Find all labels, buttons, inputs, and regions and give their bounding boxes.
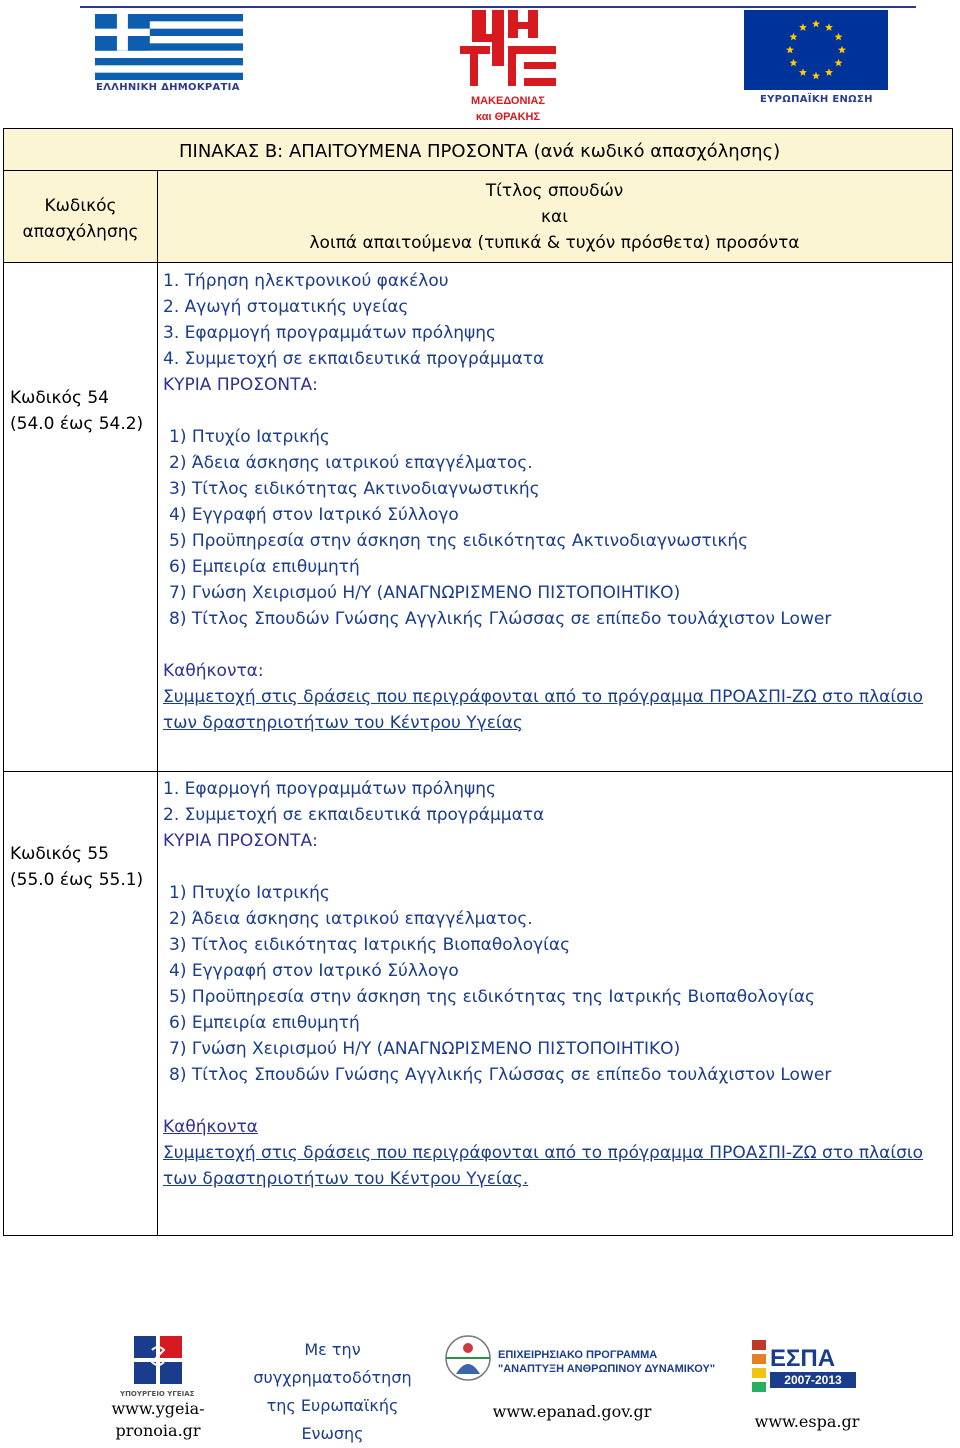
row1-qual: 7) Γνώση Χειρισμού Η/Υ (ΑΝΑΓΝΩΡΙΣΜΕΝΟ ΠΙΣΤΟΠΟΙΗΤΙΚΟ) <box>169 583 681 603</box>
row2-task: 2. Συμμετοχή σε εκπαιδευτικά προγράμματα <box>163 805 545 825</box>
col-header-qual-line2: και <box>541 207 568 227</box>
row2-qual: 6) Εμπειρία επιθυμητή <box>169 1013 360 1033</box>
col-header-qualifications <box>157 178 952 256</box>
row1-task: 1. Τήρηση ηλεκτρονικού φακέλου <box>163 271 449 291</box>
espa-logo-icon <box>752 1336 860 1406</box>
row1-qual: 2) Άδεια άσκησης ιατρικού επαγγέλματος. <box>169 453 533 473</box>
row1-content-cell <box>163 268 949 736</box>
epanad-logo-icon <box>438 1330 718 1392</box>
row2-qual: 5) Προϋπηρεσία στην άσκηση της ειδικότητας της Ιατρικής Βιοπαθολογίας <box>169 987 816 1007</box>
epanad-title-line2: "ΑΝΑΠΤΥΞΗ ΑΝΘΡΩΠΙΝΟΥ ΔΥΝΑΜΙΚΟΥ" <box>498 1363 716 1375</box>
row2-task: 1. Εφαρμογή προγραμμάτων πρόληψης <box>163 779 496 799</box>
row1-qual-heading: ΚΥΡΙΑ ΠΡΟΣΟΝΤΑ: <box>163 375 318 395</box>
col-header-code-line1: Κωδικός <box>44 196 117 216</box>
row1-task: 4. Συμμετοχή σε εκπαιδευτικά προγράμματα <box>163 349 545 369</box>
header-divider <box>4 262 952 263</box>
cofund-line2: συγχρηματοδότηση <box>253 1368 412 1387</box>
row1-qual: 1) Πτυχίο Ιατρικής <box>169 427 330 447</box>
row1-qual: 5) Προϋπηρεσία στην άσκηση της ειδικότητας Ακτινοδιαγνωστικής <box>169 531 749 551</box>
row1-code-cell <box>10 385 155 437</box>
cofund-line1: Με την <box>304 1340 361 1359</box>
espa-title: ΕΣΠΑ <box>770 1345 836 1372</box>
ministry-link-line1[interactable]: www.ygeia- <box>111 1399 205 1418</box>
row1-duties-line2: των δραστηριοτήτων του Κέντρου Υγείας <box>163 713 523 733</box>
col-header-code-line2: απασχόλησης <box>22 222 139 242</box>
row-divider <box>4 771 952 772</box>
requirements-table <box>3 128 953 1236</box>
ministry-link[interactable] <box>106 1398 210 1442</box>
row2-qual: 3) Τίτλος ειδικότητας Ιατρικής Βιοπαθολογίας <box>169 935 571 955</box>
epanad-link[interactable]: www.epanad.gov.gr <box>492 1402 652 1421</box>
row2-qual-heading: ΚΥΡΙΑ ΠΡΟΣΟΝΤΑ: <box>163 831 318 851</box>
row1-duties-line1: Συμμετοχή στις δράσεις που περιγράφονται από το πρόγραμμα ΠΡΟΑΣΠΙ-ΖΩ στο πλαίσιο <box>163 687 924 707</box>
espa-years: 2007-2013 <box>784 1373 842 1387</box>
row2-range: (55.0 έως 55.1) <box>10 870 144 890</box>
row1-qual: 3) Τίτλος ειδικότητας Ακτινοδιαγνωστικής <box>169 479 540 499</box>
row1-range: (54.0 έως 54.2) <box>10 414 144 434</box>
row2-duties-heading: Καθήκοντα <box>163 1117 258 1137</box>
row2-qual: 2) Άδεια άσκησης ιατρικού επαγγέλματος. <box>169 909 533 929</box>
row2-code-cell <box>10 841 155 893</box>
row2-content-cell <box>163 776 949 1192</box>
row1-qual: 6) Εμπειρία επιθυμητή <box>169 557 360 577</box>
row2-qual: 8) Τίτλος Σπουδών Γνώσης Αγγλικής Γλώσσας σε επίπεδο τουλάχιστον Lower <box>169 1065 832 1085</box>
col-header-qual-line1: Τίτλος σπουδών <box>485 181 624 201</box>
row1-qual: 4) Εγγραφή στον Ιατρικό Σύλλογο <box>169 505 459 525</box>
ministry-caption: ΥΠΟΥΡΓΕΙΟ ΥΓΕΙΑΣ <box>120 1390 195 1398</box>
eu-flag-icon <box>744 10 888 90</box>
row2-duties-line2: των δραστηριοτήτων του Κέντρου Υγείας. <box>163 1169 529 1189</box>
hype-logo-line2: και ΘΡΑΚΗΣ <box>475 111 541 123</box>
hype-logo-icon <box>452 6 564 126</box>
european-union-caption: ΕΥΡΩΠΑΪΚΗ ΕΝΩΣΗ <box>760 94 873 105</box>
row2-qual: 7) Γνώση Χειρισμού Η/Υ (ΑΝΑΓΝΩΡΙΣΜΕΝΟ ΠΙΣΤΟΠΟΙΗΤΙΚΟ) <box>169 1039 681 1059</box>
page-header <box>0 0 960 130</box>
col-header-code <box>4 193 157 245</box>
title-divider <box>4 170 952 171</box>
row2-duties-line1: Συμμετοχή στις δράσεις που περιγράφονται από το πρόγραμμα ΠΡΟΑΣΠΙ-ΖΩ στο πλαίσιο <box>163 1143 924 1163</box>
column-divider <box>157 170 158 1235</box>
row1-task: 3. Εφαρμογή προγραμμάτων πρόληψης <box>163 323 496 343</box>
row2-qual: 4) Εγγραφή στον Ιατρικό Σύλλογο <box>169 961 459 981</box>
row1-duties-heading: Καθήκοντα: <box>163 661 264 681</box>
greek-flag-icon <box>95 14 243 80</box>
hype-logo-line1: ΜΑΚΕΔΟΝΙΑΣ <box>470 95 546 107</box>
col-header-qual-line3: λοιπά απαιτούμενα (τυπικά & τυχόν πρόσθετα) προσόντα <box>309 233 800 253</box>
row1-task: 2. Αγωγή στοματικής υγείας <box>163 297 409 317</box>
ministry-link-line2[interactable]: pronoia.gr <box>115 1421 201 1440</box>
cofund-line3: της Ευρωπαϊκής <box>266 1396 399 1415</box>
greek-republic-caption: ΕΛΛΗΝΙΚΗ ΔΗΜΟΚΡΑΤΙΑ <box>96 82 240 93</box>
table-title: ΠΙΝΑΚΑΣ Β: ΑΠΑΙΤΟΥΜΕΝΑ ΠΡΟΣΟΝΤΑ (ανά κωδικό απασχόλησης) <box>179 141 781 162</box>
cofunding-text <box>250 1336 415 1448</box>
cofund-line4: Ενωσης <box>301 1424 364 1443</box>
espa-link[interactable]: www.espa.gr <box>754 1412 860 1431</box>
row2-qual: 1) Πτυχίο Ιατρικής <box>169 883 330 903</box>
row2-code: Κωδικός 55 <box>10 844 109 864</box>
row1-code: Κωδικός 54 <box>10 388 109 408</box>
row1-qual: 8) Τίτλος Σπουδών Γνώσης Αγγλικής Γλώσσας σε επίπεδο τουλάχιστον Lower <box>169 609 832 629</box>
epanad-title-line1: ΕΠΙΧΕΙΡΗΣΙΑΚΟ ΠΡΟΓΡΑΜΜΑ <box>498 1349 658 1361</box>
